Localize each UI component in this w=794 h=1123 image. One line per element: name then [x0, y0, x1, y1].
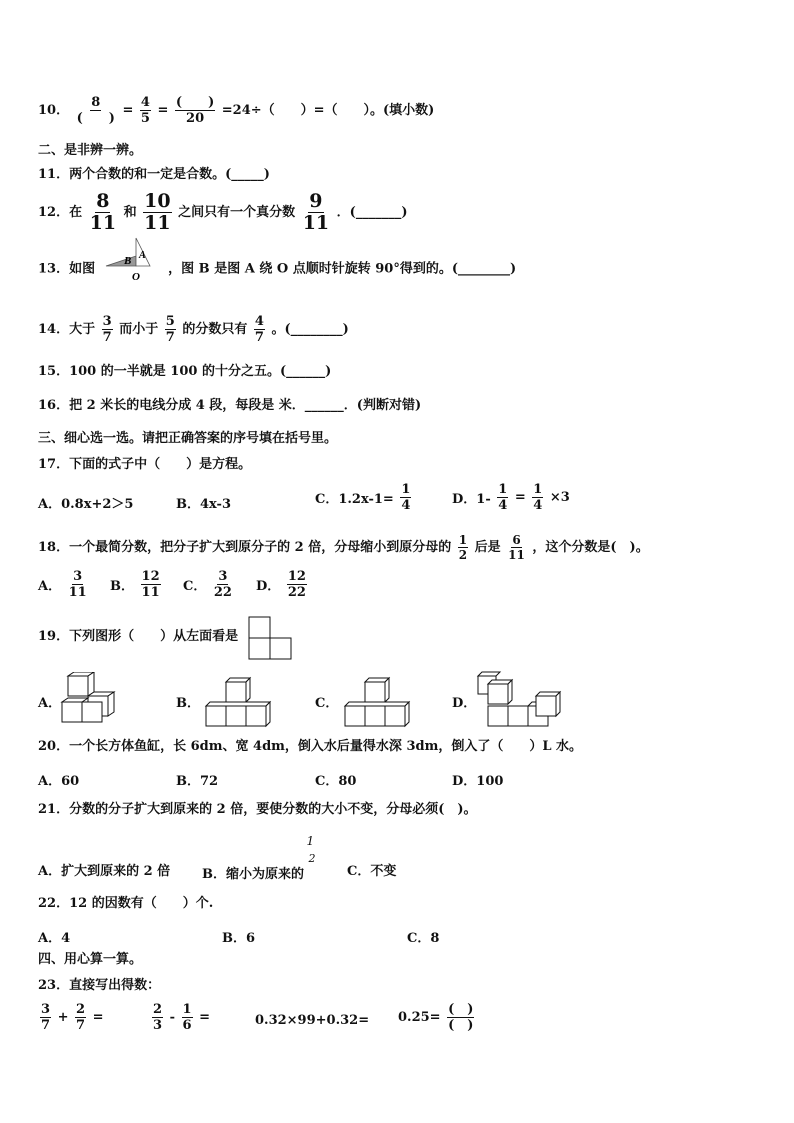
q20-option-d[interactable]: D．100	[452, 774, 504, 789]
q17-d1-num: 1	[498, 482, 508, 497]
q12-fraction-c	[302, 192, 330, 233]
q17-d-tail: ×3	[549, 490, 570, 505]
q18-h-num: 1	[458, 533, 468, 547]
e1-op: +	[57, 1010, 69, 1025]
q12-c-num: 9	[309, 190, 323, 212]
e1-a-num: 3	[41, 1002, 51, 1017]
q10-fraction-3	[175, 96, 215, 125]
q18-b-label: B．	[110, 579, 134, 594]
question-23-stem: 23．直接写出得数：	[38, 978, 161, 993]
q18-option-b[interactable]	[110, 570, 163, 599]
q10-f1-num: 8	[91, 95, 101, 110]
question-11: 11．两个合数的和一定是合数。(_____)	[38, 167, 270, 182]
q18-a-num: 3	[73, 569, 83, 584]
q18-h-den: 2	[458, 548, 468, 562]
q18-c-num: 3	[218, 569, 228, 584]
q18-d-fraction	[287, 570, 307, 599]
q10-tail: =24÷（ ）=（ ）。(填小数)	[221, 103, 435, 118]
left-view-figure	[247, 615, 293, 661]
q14-fraction-b	[165, 315, 176, 344]
e1-fraction-a	[40, 1003, 51, 1032]
q12-tail: ．(_______)	[336, 205, 408, 220]
q18-a-label: A．	[38, 579, 62, 594]
e2-b-den: 6	[182, 1018, 192, 1033]
rotation-figure	[102, 234, 162, 282]
q18-option-c[interactable]	[183, 570, 235, 599]
q23-expression-2	[150, 1003, 210, 1032]
q14-a-den: 7	[102, 330, 112, 345]
q12-pre: 12．在	[38, 205, 83, 220]
section-2-heading: 二、是非辨一辨。	[38, 143, 143, 158]
e4-pre: 0.25=	[398, 1010, 441, 1025]
cube-figure-d	[474, 670, 570, 730]
q21-b-fraction	[306, 834, 319, 878]
e2-a-den: 3	[153, 1018, 163, 1033]
q14-b-den: 7	[165, 330, 175, 345]
q17-option-a[interactable]: A．0.8x+2＞5	[38, 497, 134, 512]
q19-option-c[interactable]: C．	[315, 696, 339, 711]
q17-option-d[interactable]	[452, 483, 570, 512]
e1-b-num: 2	[76, 1002, 86, 1017]
question-19-stem: 19．下列图形（ ）从左面看是	[38, 629, 239, 644]
q21-b-num: 1	[306, 834, 315, 848]
q18-b-den: 11	[141, 585, 160, 600]
q21-option-b[interactable]	[202, 834, 319, 882]
question-15: 15．100 的一半就是 100 的十分之五。(______)	[38, 364, 332, 379]
q12-fraction-b	[143, 192, 171, 233]
q14-c-num: 4	[254, 314, 264, 329]
section-3-heading: 三、细心选一选。请把正确答案的序号填在括号里。	[38, 431, 338, 446]
q18-d-num: 12	[287, 569, 306, 584]
e2-fraction-b	[182, 1003, 193, 1032]
q14-fraction-a	[102, 315, 113, 344]
left-view-top-square	[249, 617, 270, 638]
e1-eq: =	[92, 1010, 104, 1025]
e1-b-den: 7	[76, 1018, 86, 1033]
q23-expression-3: 0.32×99+0.32=	[255, 1013, 370, 1028]
label-a: A	[138, 250, 146, 261]
q18-r-den: 11	[508, 548, 525, 562]
left-view-bottom-left-square	[249, 638, 270, 659]
q13-pre: 13．如图	[38, 261, 96, 277]
q12-b-den: 11	[144, 212, 171, 234]
q18-option-d[interactable]	[256, 570, 309, 599]
q18-tail: ，这个分数是( )。	[532, 540, 649, 555]
e2-b-num: 1	[182, 1002, 192, 1017]
question-17-stem: 17．下面的式子中（ ）是方程。	[38, 457, 252, 472]
q18-half-fraction	[458, 534, 468, 561]
question-13	[38, 250, 517, 283]
question-16: 16．把 2 米长的电线分成 4 段，每段是 米．______．(判断对错)	[38, 398, 422, 413]
q17-d-fraction-1	[497, 483, 508, 512]
q18-b-fraction	[141, 570, 161, 599]
q20-option-a[interactable]: A．60	[38, 774, 80, 789]
q22-option-b[interactable]: B．6	[222, 931, 256, 946]
q18-d-den: 22	[287, 585, 306, 600]
q10-fraction-1	[76, 96, 116, 125]
q17-d2-num: 1	[533, 482, 543, 497]
q18-b-num: 12	[141, 569, 160, 584]
q18-c-den: 22	[213, 585, 232, 600]
q12-fraction-a	[89, 192, 117, 233]
q20-option-c[interactable]: C．80	[315, 774, 357, 789]
q17-c-pre: C．1.2x-1=	[315, 492, 394, 507]
question-20-stem: 20．一个长方体鱼缸，长 6dm、宽 4dm，倒入水后量得水深 3dm，倒入了（ ）L 水。	[38, 739, 583, 754]
q14-c-den: 7	[254, 330, 264, 345]
q14-mid2: 的分数只有	[182, 322, 248, 337]
question-12	[38, 192, 407, 233]
e2-fraction-a	[152, 1003, 163, 1032]
q19-option-d[interactable]: D．	[452, 696, 477, 711]
q18-c-label: C．	[183, 579, 207, 594]
e2-eq: =	[199, 1010, 210, 1025]
q10-f3-num: ( )	[175, 95, 215, 110]
q10-eq2: =	[157, 103, 169, 118]
q14-a-num: 3	[102, 314, 112, 329]
e2-a-num: 2	[153, 1002, 163, 1017]
q22-option-c[interactable]: C．8	[407, 931, 440, 946]
q23-expression-1	[38, 1003, 104, 1032]
e2-op: -	[169, 1010, 175, 1025]
question-14	[38, 315, 349, 344]
q18-d-label: D．	[256, 579, 281, 594]
q18-c-fraction	[213, 570, 233, 599]
e4-den: ( )	[448, 1018, 474, 1033]
q12-mid: 和	[123, 205, 137, 220]
q17-d-fraction-2	[532, 483, 543, 512]
q23-expression-4	[398, 1003, 476, 1032]
q12-a-den: 11	[89, 212, 117, 234]
q14-pre: 14．大于	[38, 322, 96, 337]
question-10	[38, 96, 434, 125]
q19-option-b[interactable]: B．	[176, 696, 200, 711]
q18-result-fraction	[507, 534, 526, 561]
q14-mid: 而小于	[119, 322, 159, 337]
q17-d-pre: D．1-	[452, 492, 491, 507]
cube-figure-c	[343, 676, 413, 728]
q17-option-b[interactable]: B．4x-3	[176, 497, 231, 512]
q22-option-a[interactable]: A．4	[38, 931, 71, 946]
q18-option-a[interactable]	[38, 570, 90, 599]
q18-a-fraction	[68, 570, 88, 599]
q10-fraction-2	[140, 96, 151, 125]
question-22-stem: 22．12 的因数有（ ）个.	[38, 896, 214, 911]
question-18-stem	[38, 534, 649, 561]
e1-a-den: 7	[41, 1018, 51, 1033]
q10-number: 10．	[38, 103, 70, 118]
q19-option-a[interactable]: A．	[38, 696, 62, 711]
cube-figure-a	[60, 672, 120, 728]
q17-d1-den: 4	[498, 498, 508, 513]
q18-a-den: 11	[68, 585, 87, 600]
q14-tail: 。(________)	[271, 322, 349, 337]
q12-mid2: 之间只有一个真分数	[178, 205, 296, 220]
q21-option-a[interactable]: A．扩大到原来的 2 倍	[38, 864, 171, 879]
e1-fraction-b	[75, 1003, 86, 1032]
label-b: B	[123, 255, 131, 267]
e4-fraction	[447, 1003, 474, 1032]
q17-c-den: 4	[401, 498, 411, 513]
q20-option-b[interactable]: B．72	[176, 774, 219, 789]
q12-c-den: 11	[302, 212, 330, 234]
q14-b-num: 5	[165, 314, 175, 329]
triangle-b-shape	[106, 256, 136, 266]
q10-f3-den: 20	[186, 111, 205, 126]
q21-b-label: B．缩小为原来的	[202, 867, 304, 882]
q18-mid: 后是	[474, 540, 501, 555]
label-o: O	[131, 271, 140, 283]
q17-option-c[interactable]	[315, 483, 413, 512]
q12-b-num: 10	[144, 190, 171, 212]
q17-c-num: 1	[401, 482, 411, 497]
q10-f1-den: ( )	[76, 111, 115, 126]
q12-a-num: 8	[96, 190, 110, 212]
q21-b-den: 2	[308, 852, 316, 865]
q10-f2-den: 5	[140, 111, 150, 126]
q17-d-mid: =	[514, 490, 526, 505]
q18-r-num: 6	[512, 533, 521, 547]
q14-fraction-c	[254, 315, 265, 344]
q18-pre: 18．一个最简分数，把分子扩大到原分子的 2 倍，分母缩小到原分母的	[38, 540, 452, 555]
q10-eq1: =	[122, 103, 134, 118]
question-21-stem: 21．分数的分子扩大到原来的 2 倍，要使分数的大小不变，分母必须( )。	[38, 802, 477, 817]
cube-figure-b	[204, 676, 274, 728]
q13-tail: ，图 B 是图 A 绕 O 点顺时针旋转 90°得到的。(________)	[168, 261, 517, 277]
q17-d2-den: 4	[533, 498, 543, 513]
section-4-heading: 四、用心算一算。	[38, 952, 143, 967]
q21-option-c[interactable]: C．不变	[347, 864, 397, 879]
q17-c-fraction	[400, 483, 411, 512]
left-view-bottom-right-square	[270, 638, 291, 659]
q10-f2-num: 4	[140, 95, 150, 110]
e4-num: ( )	[448, 1002, 474, 1017]
